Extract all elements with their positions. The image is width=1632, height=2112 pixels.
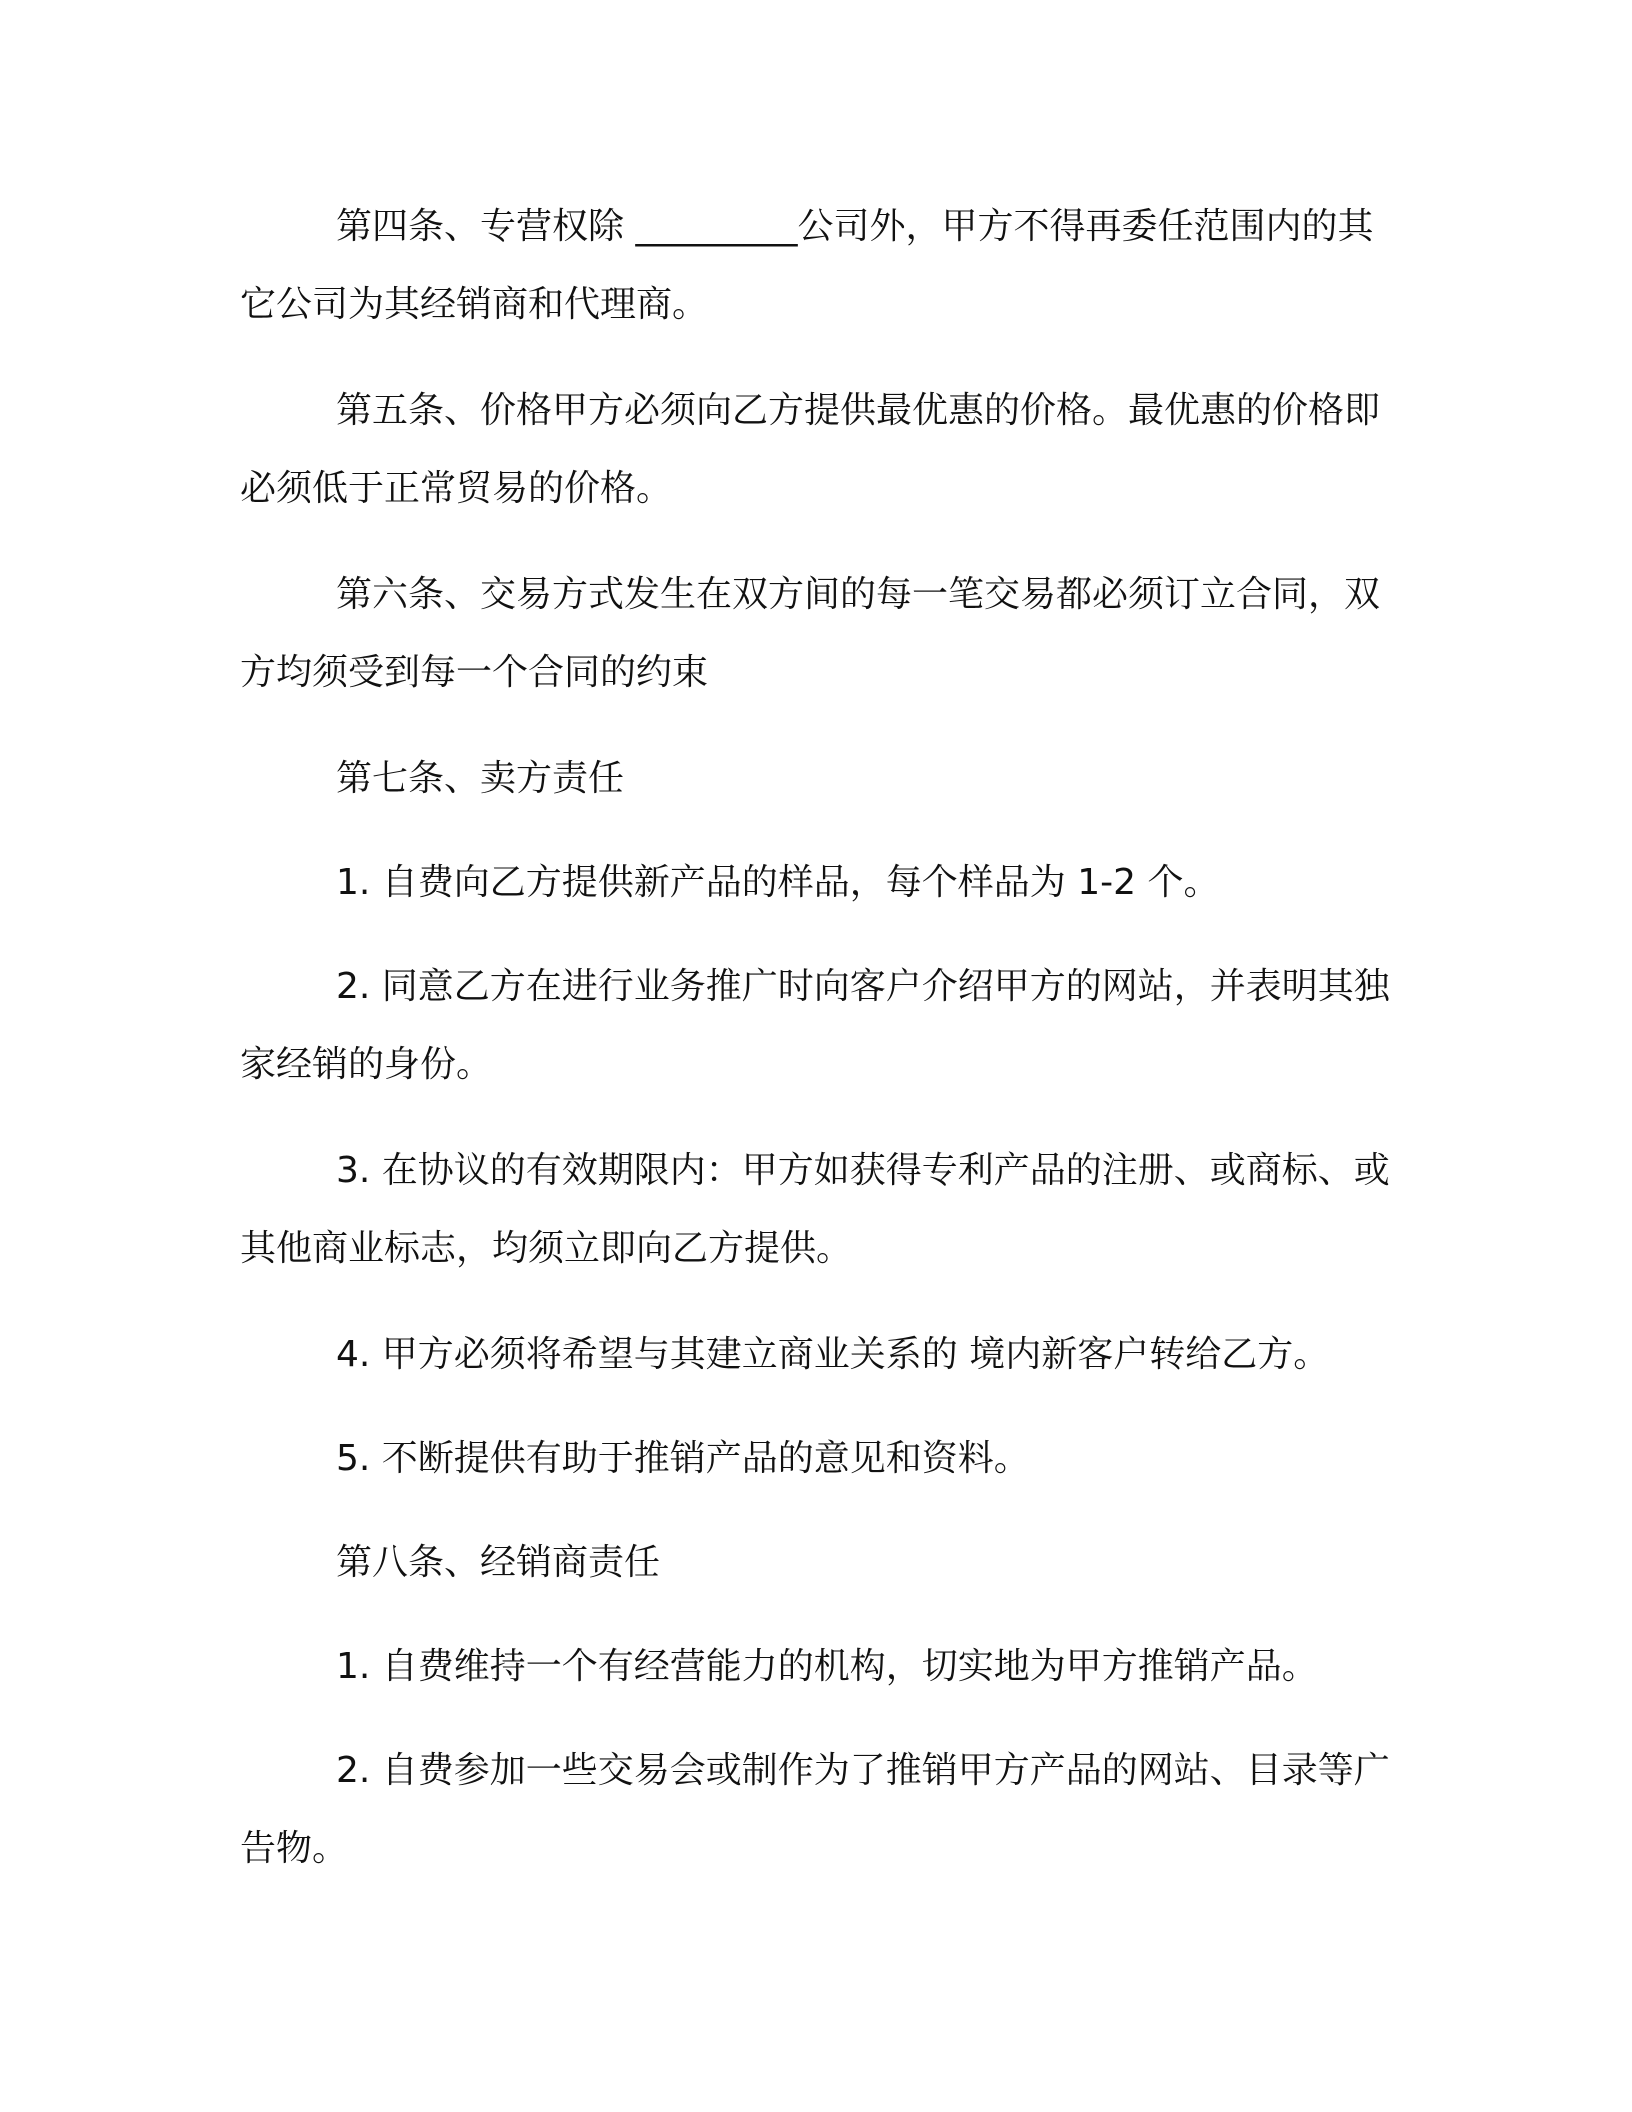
document-body [240, 188, 1390, 1916]
seller-duty-item-2: 2. 同意乙方在进行业务推广时向客户介绍甲方的网站，并表明其独家经销的身份。 [240, 966, 1390, 1085]
seller-duty-item-4: 4. 甲方必须将希望与其建立商业关系的 境内新客户转给乙方。 [336, 1334, 1330, 1375]
article-4-paragraph: 第四条、专营权除 _________公司外，甲方不得再委任范围内的其它公司为其经销商和代理商。 [240, 206, 1374, 325]
distributor-duty-item-1: 1. 自费维持一个有经营能力的机构，切实地为甲方推销产品。 [336, 1646, 1318, 1687]
seller-duty-item-5: 5. 不断提供有助于推销产品的意见和资料。 [336, 1438, 1030, 1479]
article-7-heading: 第七条、卖方责任 [336, 758, 625, 799]
seller-duty-item-3: 3. 在协议的有效期限内：甲方如获得专利产品的注册、或商标、或其他商业标志，均须立即向乙方提供。 [240, 1150, 1390, 1269]
article-6-paragraph: 第六条、交易方式发生在双方间的每一笔交易都必须订立合同，双方均须受到每一个合同的约束 [240, 574, 1381, 693]
distributor-duty-item-2: 2. 自费参加一些交易会或制作为了推销甲方产品的网站、目录等广告物。 [240, 1750, 1390, 1869]
seller-duty-item-1: 1. 自费向乙方提供新产品的样品，每个样品为 1-2 个。 [336, 862, 1220, 903]
article-8-heading: 第八条、经销商责任 [336, 1542, 661, 1583]
article-5-paragraph: 第五条、价格甲方必须向乙方提供最优惠的价格。最优惠的价格即必须低于正常贸易的价格。 [240, 390, 1381, 509]
